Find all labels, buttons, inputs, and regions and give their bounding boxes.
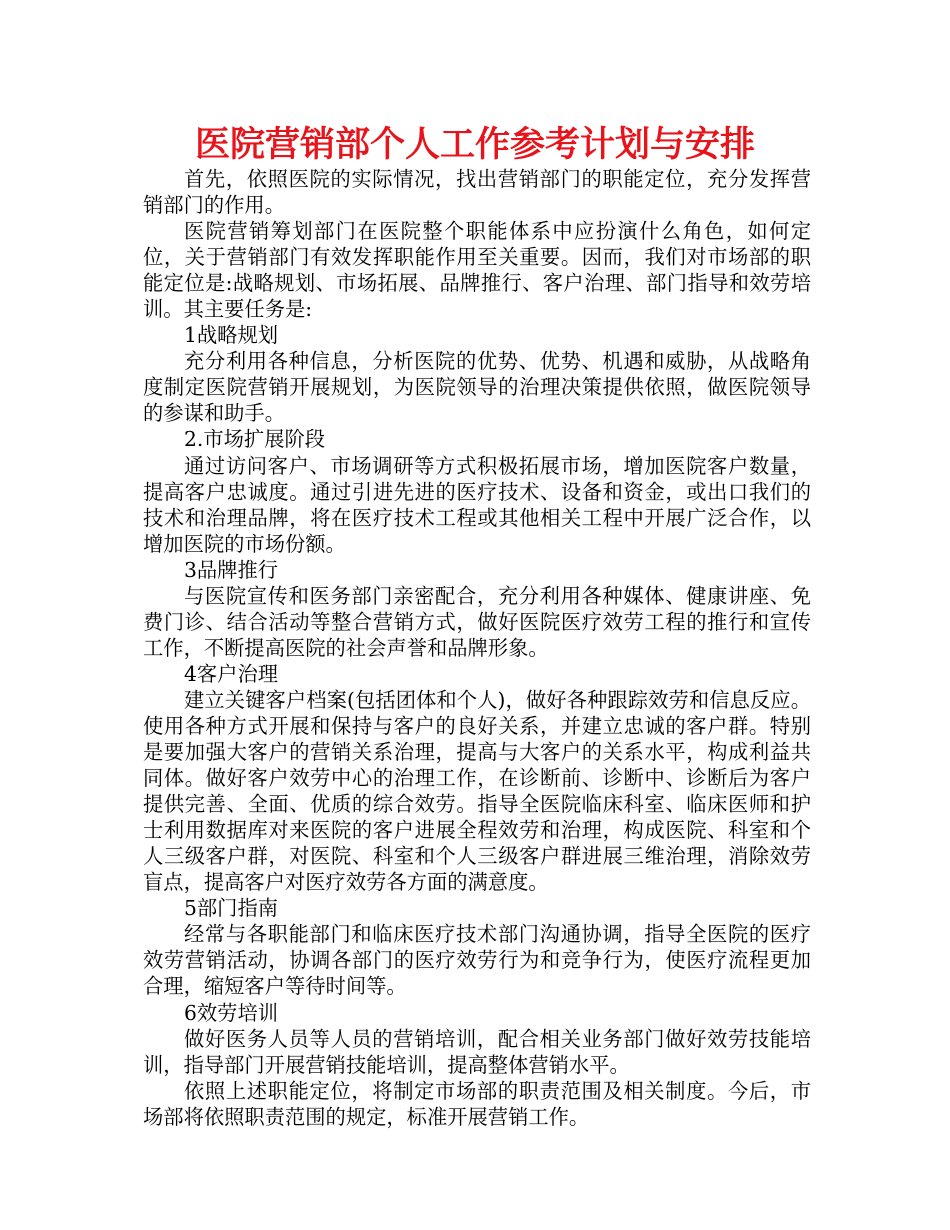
- document-body: [143, 166, 811, 1130]
- section-heading: 3品牌推行: [184, 557, 279, 582]
- paragraph: 建立关键客户档案(包括团体和个人)，做好各种跟踪效劳和信息反应。使用各种方式开展和保持与客户的良好关系，并建立忠诚的客户群。特别是要加强大客户的营销关系治理，提高与大客户的关系水平，构成利益共同体。做好客户效劳中心的治理工作，在诊断前、诊断中、诊断后为客户提供完善、全面、优质的综合效劳。指导全医院临床科室、临床医师和护士利用数据库对来医院的客户进展全程效劳和治理，构成医院、科室和个人三级客户群，对医院、科室和个人三级客户群进展三维治理，消除效劳盲点，提高客户对医疗效劳各方面的满意度。: [143, 687, 811, 895]
- paragraph: 依照上述职能定位，将制定市场部的职责范围及相关制度。今后，市场部将依照职责范围的规定，标准开展营销工作。: [143, 1078, 811, 1129]
- paragraph: 医院营销筹划部门在医院整个职能体系中应扮演什么角色，如何定位，关于营销部门有效发挥职能作用至关重要。因而，我们对市场部的职能定位是:战略规划、市场拓展、品牌推行、客户治理、部门指导和效劳培训。其主要任务是:: [143, 219, 811, 322]
- paragraph: 做好医务人员等人员的营销培训，配合相关业务部门做好效劳技能培训，指导部门开展营销技能培训，提高整体营销水平。: [143, 1026, 811, 1077]
- section-heading: 2.市场扩展阶段: [184, 427, 326, 452]
- paragraph: 与医院宣传和医务部门亲密配合，充分利用各种媒体、健康讲座、免费门诊、结合活动等整合营销方式，做好医院医疗效劳工程的推行和宣传工作，不断提高医院的社会声誉和品牌形象。: [143, 583, 811, 660]
- paragraph: 通过访问客户、市场调研等方式积极拓展市场，增加医院客户数量，提高客户忠诚度。通过引进先进的医疗技术、设备和资金，或出口我们的技术和治理品牌，将在医疗技术工程或其他相关工程中开展广泛合作，以增加医院的市场份额。: [143, 453, 811, 556]
- paragraph: 首先，依照医院的实际情况，找出营销部门的职能定位，充分发挥营销部门的作用。: [143, 167, 811, 218]
- section-heading: 1战略规划: [184, 323, 279, 348]
- document-title: 医院营销部个人工作参考计划与安排: [194, 125, 755, 165]
- paragraph: 充分利用各种信息，分析医院的优势、优势、机遇和威胁，从战略角度制定医院营销开展规划，为医院领导的治理决策提供依照，做医院领导的参谋和助手。: [143, 349, 811, 426]
- section-heading: 4客户治理: [184, 661, 279, 686]
- section-heading: 6效劳培训: [184, 1000, 279, 1025]
- paragraph: 经常与各职能部门和临床医疗技术部门沟通协调，指导全医院的医疗效劳营销活动，协调各部门的医疗效劳行为和竞争行为，使医疗流程更加合理，缩短客户等待时间等。: [143, 922, 811, 999]
- section-heading: 5部门指南: [184, 896, 279, 921]
